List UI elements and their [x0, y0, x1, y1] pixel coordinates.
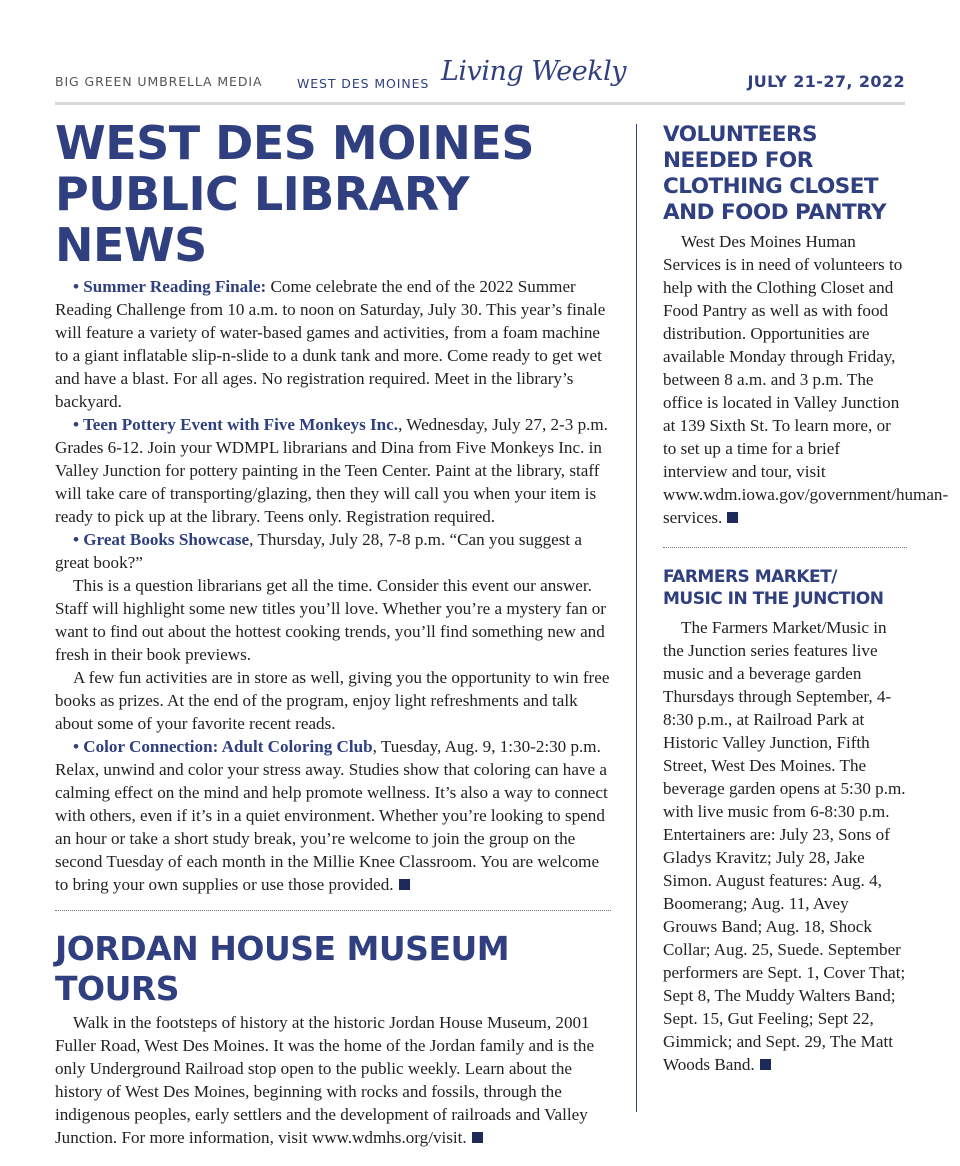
article-paragraph: [663, 230, 949, 529]
paragraph-text: West Des Moines Human Services is in need of volunteers to help with the Clothing Closet and Food Pantry as well as with food distribution. Opportunities are available Monday through Friday, between 8 a.m. and 3 p.m. The office is located in Valley Junction at 139 Sixth St. To learn more, or to set up a time for a brief interview and tour, visit www.wdm.iowa.gov/government/human-services.: [663, 232, 949, 527]
page-header: [55, 58, 905, 105]
paragraph-text: Walk in the footsteps of history at the historic Jordan House Museum, 2001 Fuller Road, West Des Moines. It was the home of the Jordan family and is the only Underground Railroad stop open to the public weekly. Learn about the history of West Des Moines, beginning with rocks and fossils, through the indigenous peoples, early settlers and the development of railroads and Valley Junction. For more information, visit www.wdmhs.org/visit.: [55, 1013, 595, 1147]
article-paragraph: [55, 528, 611, 574]
headline-line: PUBLIC LIBRARY NEWS: [55, 167, 470, 272]
headline-line: MUSIC IN THE JUNCTION: [663, 589, 884, 609]
article-paragraph: [663, 616, 907, 1076]
event-lead: • Color Connection: Adult Coloring Club: [73, 737, 373, 756]
end-mark-icon: [399, 879, 410, 890]
article-paragraph: [55, 735, 611, 896]
headline-line: AND FOOD PANTRY: [663, 200, 887, 225]
paragraph-text: The Farmers Market/Music in the Junction series features live music and a beverage garden Thursdays through September, 4-8:30 p.m., at Railroad Park at Historic Valley Junction, Fifth Street, West Des Moines. The beverage garden opens at 5:30 p.m. with live music from 6-8:30 p.m. Entertainers are: July 23, Sons of Gladys Kravitz; July 28, Jake Simon. August features: Aug. 4, Boomerang; Aug. 11, Avey Grouws Band; Aug. 18, Shock Collar; Aug. 25, Suede. September performers are Sept. 1, Cover That; Sept 8, The Muddy Walters Band; Sept. 15, Gut Feeling; Sept 22, Gimmick; and Sept. 29, The Matt Woods Band.: [663, 618, 906, 1074]
paragraph-text: , Wednesday, July 27, 2-3 p.m. Grades 6-12. Join your WDMPL librarians and Dina from Five Monkeys Inc. in Valley Junction for pottery painting in the Teen Center. Paint at the library, staff will take care of transporting/glazing, then they will call you when your item is ready to pick up at the library. Teens only. Registration required.: [55, 415, 608, 526]
article-paragraph: [55, 275, 611, 413]
column-divider: [636, 124, 637, 1112]
headline-line: CLOTHING CLOSET: [663, 174, 879, 199]
end-mark-icon: [727, 512, 738, 523]
farmers-market-headline: [663, 566, 907, 610]
headline-line: VOLUNTEERS: [663, 122, 818, 147]
event-lead: • Summer Reading Finale:: [73, 277, 267, 296]
jordan-house-article: [55, 929, 611, 1149]
side-column: [663, 122, 949, 1076]
headline-line: NEEDED FOR: [663, 148, 813, 173]
headline-line: FARMERS MARKET/: [663, 567, 837, 587]
section-divider: [55, 910, 611, 911]
paragraph-text: , Tuesday, Aug. 9, 1:30-2:30 p.m. Relax, unwind and color your stress away. Studies show that coloring can have a calming effect on the mind and help promote wellness. It’s also a way to connect with others, even if it’s in a quiet environment. Whether you’re looking to spend an hour or take a short study break, you’re welcome to join the group on the second Tuesday of each month in the Millie Knee Classroom. You are welcome to bring your own supplies or use those provided.: [55, 737, 608, 894]
farmers-market-article: [663, 566, 907, 1076]
issue-date: JULY 21-27, 2022: [747, 72, 905, 91]
main-column: [55, 118, 611, 1149]
article-paragraph: [55, 413, 611, 528]
library-news-headline: [55, 118, 611, 271]
library-news-article: [55, 118, 611, 896]
volunteers-headline: [663, 122, 907, 226]
publication-logo: Living Weekly: [441, 56, 626, 87]
publisher-name: BIG GREEN UMBRELLA MEDIA: [55, 74, 263, 89]
article-paragraph: This is a question librarians get all the time. Consider this event our answer. Staff will highlight some new titles you’ll love. Whether you’re a mystery fan or want to find out about the hottest cooking trends, you’ll find something new and fresh in their book previews.: [55, 576, 606, 664]
paragraph-text: Come celebrate the end of the 2022 Summer Reading Challenge from 10 a.m. to noon on Saturday, July 30. This year’s finale will feature a variety of water-based games and activities, from a foam machine to a giant inflatable slip-n-slide to a dunk tank and more. Come ready to get wet and have a blast. For all ages. No registration required. Meet in the library’s backyard.: [55, 277, 606, 411]
event-lead: • Great Books Showcase: [73, 530, 250, 549]
paragraph-text: , Thursday, July 28, 7-8 p.m. “Can you suggest a great book?”: [55, 530, 582, 572]
city-label: WEST DES MOINES: [297, 76, 430, 91]
jordan-house-headline: JORDAN HOUSE MUSEUM TOURS: [55, 929, 510, 1008]
event-lead: • Teen Pottery Event with Five Monkeys Inc.: [73, 415, 399, 434]
end-mark-icon: [760, 1059, 771, 1070]
volunteers-article: [663, 122, 949, 529]
section-divider: [663, 547, 907, 548]
article-paragraph: A few fun activities are in store as well, giving you the opportunity to win free books as prizes. At the end of the program, enjoy light refreshments and talk about some of your favorite recent reads.: [55, 668, 610, 733]
headline-line: WEST DES MOINES: [55, 116, 534, 170]
article-paragraph: [55, 1011, 611, 1149]
end-mark-icon: [472, 1132, 483, 1143]
